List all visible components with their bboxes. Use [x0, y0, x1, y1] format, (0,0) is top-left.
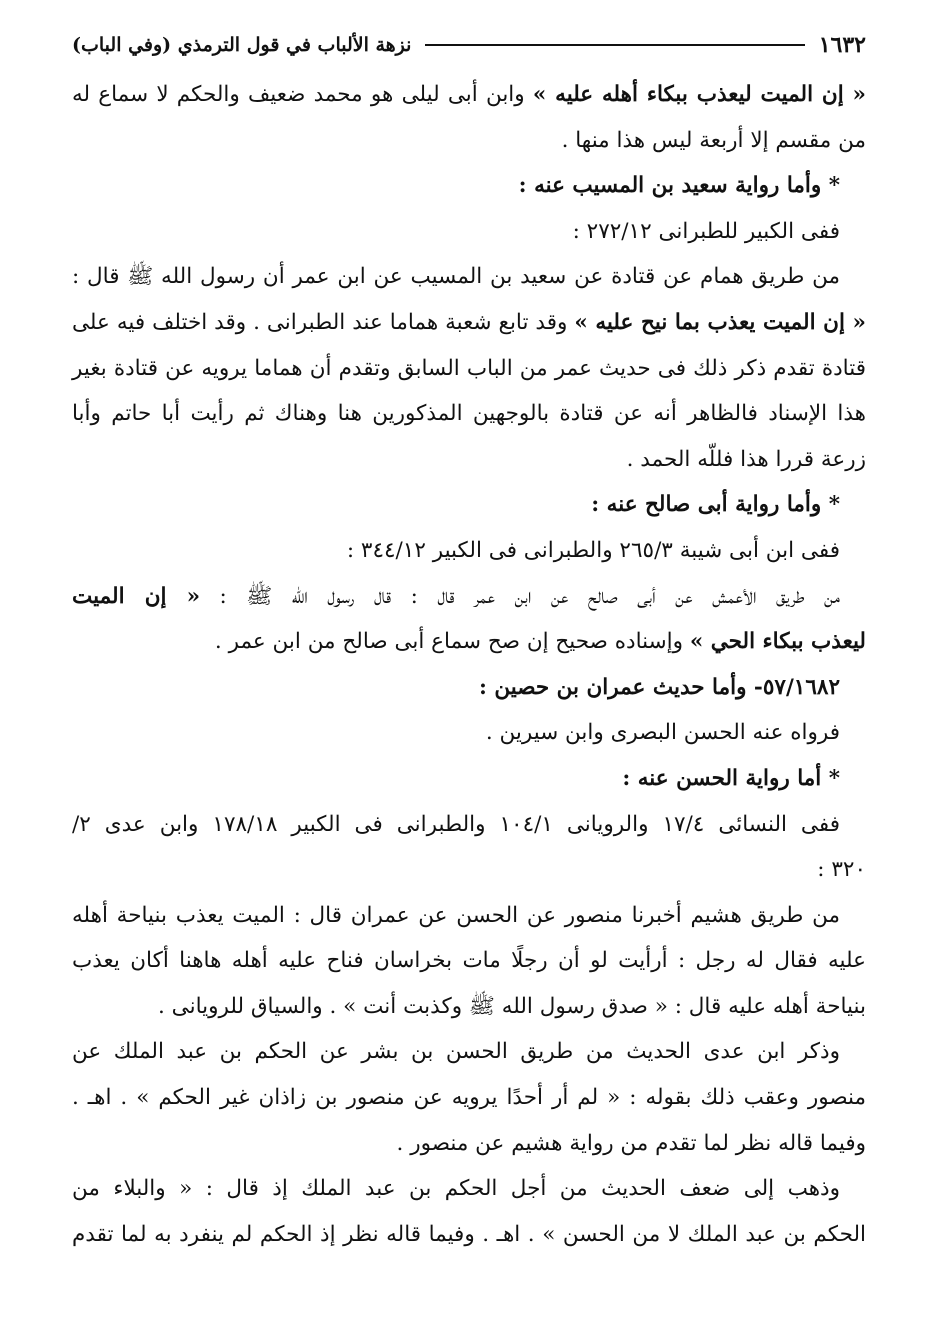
line-text: ففى ابن أبى شيبة ٢٦٥/٣ والطبرانى فى الكبير ٣٤٤/١٢ : — [346, 537, 840, 563]
line-text: من طريق همام عن قتادة عن سعيد بن المسيب عن ابن عمر أن رسول الله ﷺ قال : — [72, 264, 840, 290]
line-text: فرواه عنه الحسن البصرى وابن سيرين . — [485, 720, 840, 746]
line-text: وذكر ابن عدى الحديث من طريق الحسن بن بشر عن الحكم بن عبد الملك عن — [72, 1039, 841, 1065]
text-line — [72, 984, 866, 1030]
section-heading — [72, 482, 866, 528]
section-heading — [72, 163, 866, 209]
line-text: قتادة تقدم ذكر ذلك فى حديث عمر من الباب السابق وتقدم أن هماما يرويه عن قتادة بغير — [72, 355, 866, 381]
text-line — [72, 847, 866, 893]
line-text: وإسناده صحيح إن صح سماع أبى صالح من ابن عمر . — [214, 629, 690, 655]
line-text: وابن أبى ليلى هو محمد ضعيف والحكم لا سماع له — [72, 82, 533, 107]
text-line — [72, 893, 866, 939]
line-text: من طريق الأعمش عن أبى صالح عن ابن عمر قال : قال رسول الله ﷺ : — [200, 583, 840, 609]
section-heading — [72, 665, 866, 711]
text-line — [72, 254, 866, 300]
text-line — [72, 209, 866, 255]
quoted-hadith: « إن الميت — [72, 583, 201, 609]
text-line — [72, 1075, 866, 1121]
page-number: ١٦٣٢ — [818, 32, 866, 58]
line-text: وفيما قاله نظر لما تقدم من رواية هشيم عن منصور . — [396, 1130, 866, 1156]
text-line — [72, 710, 866, 756]
page-header — [72, 28, 866, 62]
text-line — [72, 1121, 866, 1167]
text-line — [72, 1212, 866, 1258]
text-line — [72, 72, 866, 118]
line-text: زرعة قررا هذا فللّه الحمد . — [626, 446, 866, 472]
heading-text: ٥٧/١٦٨٢- وأما حديث عمران بن حصين : — [478, 674, 840, 700]
quoted-hadith: ليعذب ببكاء الحي » — [689, 629, 866, 655]
line-text: من مقسم إلا أربعة ليس هذا منها . — [561, 127, 866, 153]
line-text: الحكم بن عبد الملك لا من الحسن » . اهـ . وفيما قاله نظر إذ الحكم لم ينفرد به لما تقدم — [72, 1221, 866, 1247]
text-line — [72, 346, 866, 392]
header-rule — [425, 44, 804, 46]
running-title: نزهة الألباب في قول الترمذي (وفي الباب) — [72, 34, 412, 56]
text-line — [72, 619, 866, 665]
line-text: وقد تابع شعبة هماما عند الطبرانى . وقد اختلف فيه على — [72, 309, 575, 335]
line-text: من طريق هشيم أخبرنا منصور عن الحسن عن عمران قال : الميت يعذب بنياحة أهله — [72, 902, 840, 928]
text-line — [72, 574, 866, 620]
text-line — [72, 300, 866, 346]
quoted-hadith: « إن الميت ليعذب ببكاء أهله عليه » — [532, 82, 866, 107]
text-line — [72, 437, 866, 483]
text-line — [72, 938, 866, 984]
quoted-hadith: « إن الميت يعذب بما نيح عليه » — [574, 309, 866, 335]
text-line — [72, 802, 866, 848]
line-text: هذا الإسناد فالظاهر أنه عن قتادة بالوجهين المذكورين هنا وهناك ثم رأيت أبا حاتم وأبا — [72, 401, 866, 427]
text-line — [72, 1166, 866, 1212]
heading-text: * وأما رواية سعيد بن المسيب عنه : — [518, 173, 840, 199]
line-text: ٣٢٠ : — [817, 857, 866, 883]
line-text: بنياحة أهله عليه قال : « صدق رسول الله ﷺ وكذبت أنت » . والسياق للرويانى . — [158, 993, 866, 1019]
page-body — [72, 72, 866, 1257]
line-text: عليه فقال له رجل : أرأيت لو أن رجلًا مات بخراسان فناح عليه أهله هاهنا أكان يعذب — [72, 948, 866, 974]
line-text: منصور وعقب ذلك بقوله : « لم أر أحدًا يرويه عن منصور بن زاذان غير الحكم » . اهـ . — [72, 1085, 866, 1111]
heading-text: * وأما رواية أبى صالح عنه : — [591, 492, 840, 518]
text-line — [72, 118, 866, 164]
text-line — [72, 1029, 866, 1075]
line-text: ففى الكبير للطبرانى ٢٧٢/١٢ : — [572, 218, 840, 244]
line-text: وذهب إلى ضعف الحديث من أجل الحكم بن عبد الملك إذ قال : « والبلاء من — [72, 1176, 840, 1202]
text-line — [72, 528, 866, 574]
section-heading — [72, 756, 866, 802]
text-line — [72, 391, 866, 437]
line-text: ففى النسائى ١٧/٤ والرويانى ١٠٤/١ والطبرانى فى الكبير ١٧٨/١٨ وابن عدى ٢/ — [72, 811, 841, 837]
heading-text: * أما رواية الحسن عنه : — [622, 765, 840, 791]
